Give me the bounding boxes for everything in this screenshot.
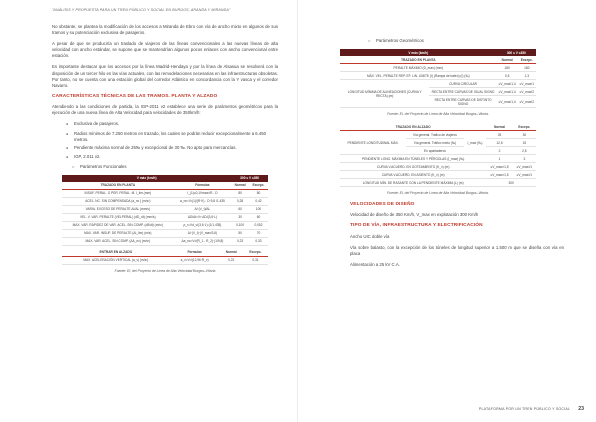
table-cell: 0,052 [249, 221, 268, 229]
table-cell: ≥V_max²/1 [513, 171, 536, 179]
paragraph: Es importante destacar que los accesos por la línea Madrid-Hendaya y por la línea de Alsasua se resolverá con la disposición de un tercer hilo en las vías actuales, con las remodelaciones necesarias en las infraestructuras obsoletas. Por tanto, no se cuenta con una estación global del corredor Atlántico en concordancia con la Y vasca y el corredor Navarro. [52, 64, 278, 88]
column-header: ENTRAR EN ALZADO [62, 249, 170, 257]
table-cell: 25 [486, 131, 512, 139]
table-cell: CURVA CIRCULAR [429, 80, 496, 88]
table-cell: 30 [231, 213, 249, 221]
table-cell: MAX. VAR. ACEL. SIN COMP. (ΔA_nc) (m/s³) [62, 237, 174, 245]
column-header: Excepc. [249, 182, 268, 190]
table-row [62, 256, 268, 264]
table-cell: 2 [486, 147, 512, 155]
column-header: Normal [220, 249, 243, 257]
table-cell: CURVA V.ACUERD. EN ASIENTO (K_v) (m) [340, 171, 486, 179]
table-cell: 0,5 [497, 72, 518, 80]
table-cell: I_(1)≤0,1Vmax²/R - D [174, 189, 232, 197]
table-cell: ≥V_max²/1 [513, 163, 536, 171]
table-cell: 0,42 [249, 197, 268, 205]
table-cell: VEL. V. VAR. PERALTE (VELPERAL) (dD_dt) (mm/s) [62, 213, 174, 221]
table-cell: 1,3 [518, 72, 536, 80]
sub-heading: ○ Parámetros Geométricos [368, 38, 564, 44]
table-cell: 12,5 [486, 139, 512, 147]
bullet-list [66, 121, 278, 127]
table-row [62, 189, 268, 197]
page-number: 23 [578, 406, 584, 412]
table-cell: I_max (‰) [464, 131, 487, 155]
table-cell: ≥V_max/2 [518, 96, 536, 108]
table-cell: 80 [249, 189, 268, 197]
paragraph: Vía sobre balasto, con la excepción de los túneles de longitud superior a 1.500 m que se diseña con vía en placa [350, 244, 564, 256]
list-item: ● Radios mínimos de 7.250 metros en trazado, los cuales se podrán reducir excepcionalmente a 6.450 metros. [66, 131, 278, 143]
table-cell: 60 [231, 205, 249, 213]
table-cell: ρ_r=Vd_v/(3,6·L)·(1/1.435) [174, 221, 232, 229]
table-column-row [340, 123, 536, 131]
sub-heading: ○ Parámetros Funcionales [72, 164, 278, 170]
paragraph: Ancho UIC doble vía [350, 233, 390, 239]
table-cell: 0,23 [231, 237, 249, 245]
table-cell: 100 [249, 205, 268, 213]
table-header-cell: 300 ≤ V ≤350 [231, 175, 268, 182]
table-cell: 180 [497, 64, 518, 72]
table-row [62, 213, 268, 221]
table-row [62, 205, 268, 213]
column-header: TRAZADO EN PLANTA [62, 182, 174, 190]
list-item: ● Pendiente máxima normal de 25‰ y excepcional de 30 ‰. No apto para mercancías. [66, 145, 278, 151]
table-cell: LONGITUD MÍNIMA DE ALINEACIONES (CURVA Y RECTA) (m) [340, 80, 429, 108]
column-header: Normal [231, 182, 249, 190]
page-footer [479, 406, 584, 412]
right-page [298, 0, 596, 422]
table-cell: 300 [486, 179, 536, 187]
column-header: Normal [497, 56, 518, 64]
table-cell: 70 [249, 229, 268, 237]
running-header: "ANÁLISIS Y PROPUESTA PARA UN TREN PÚBLICO Y SOCIAL EN BURGOS, ARANDA Y MIRANDA" [52, 8, 231, 12]
geometric-params-table [340, 49, 536, 117]
table-cell: 180 [518, 64, 536, 72]
section-title: TIPO DE VÍA, INFRAESTRUCTURA Y ELECTRIFICACIÓN [350, 223, 483, 229]
table-row [340, 163, 536, 171]
table-cell: 0,31 [243, 256, 268, 264]
table-header-row [62, 175, 268, 182]
table-column-row [62, 182, 268, 190]
table-cell: ≥V_max/1,4 [498, 81, 516, 86]
list-item: ● IGP, 2.011 v2. [66, 154, 278, 160]
table-cell: a_nc=V²(1)/(R·K) - D·9,8 /1.435 [174, 197, 232, 205]
vertical-alignment-table [340, 123, 536, 196]
right-column [312, 38, 564, 273]
table-cell: ΔI·(V_t)/ΔL [174, 205, 232, 213]
table-row [340, 131, 536, 139]
table-cell: 80 [231, 189, 249, 197]
table-cell: Vía general. Tráfico de viajeros [406, 131, 463, 139]
table-cell: PENDIENTE LONG. MÁXIMA EN TÚNELES Y PÉRGOLAS (I_max) (‰) [340, 155, 486, 163]
table-cell: 2,5 [513, 147, 536, 155]
table-cell: 0,22 [220, 256, 243, 264]
table-cell: CURVA V.ACUERD. EN GOTEAMIENTO (K_v) (m) [340, 163, 486, 171]
paragraph: Velocidad de diseño de 350 Km/h, V_max en explotación 300 Km/h [350, 212, 479, 218]
footer-label: PLATAFORMA POR UN TREN PÚBLICO Y SOCIAL [478, 407, 571, 411]
table-cell: ΔD/Δt=V²·ΔD/(3,6·L) [174, 213, 232, 221]
table-cell: En apartaderos [406, 147, 463, 155]
table-cell: ≥V_max/1,4 [497, 96, 518, 108]
table-cell: ≥V_max/1,4 [498, 89, 516, 94]
paragraph: A pesar de que se produciría un traslado de viajeros de las líneas convencionales a las nuevas líneas de alta velocidad con ancho estándar, se supone que se mantendrían algunos pocos enlaces con ancho convencional entre estación. [52, 41, 278, 59]
column-header: TRAZADO EN PLANTA [340, 56, 497, 64]
table-row [62, 197, 268, 205]
left-column [52, 24, 278, 280]
table-cell: ≥V_max²/1,5 [486, 171, 512, 179]
table-header-cell: 300 ≤ V ≤350 [497, 49, 536, 56]
column-header: Fórmulas [174, 182, 232, 190]
table-cell: RECTA ENTRE CURVAS DE IGUAL SIGNO [429, 88, 496, 96]
table-cell: 0,28 [231, 197, 249, 205]
table-cell: 50 [231, 229, 249, 237]
paragraph: No obstante, se plantea la modificación de los accesos a Miranda de Ebro con vía de ancho mixto en algunos de sus tramos y su potenciación exclusiva de pasajeros. [52, 24, 278, 36]
table-caption: Fuente: EI, del Proyecto de Línea de Alta Velocidad Burgos–Vitoria [114, 268, 216, 273]
table-cell: PENDIENTE LONGITUDINAL MÁX. [340, 131, 406, 155]
table-row [340, 80, 536, 88]
column-header: Fórmulas [170, 249, 220, 257]
table-cell: VARIA. EXCESO DE PERALTE ΔI/ΔL (mm/s) [62, 205, 174, 213]
column-header: Excepc. [513, 123, 536, 131]
table-cell: ≥V_max/2 [518, 88, 536, 96]
table-cell: 30 [513, 131, 536, 139]
table-cell: 1 [486, 155, 512, 163]
table-row [340, 72, 536, 80]
table-row [340, 64, 536, 72]
table-cell: 0,33 [249, 237, 268, 245]
table-header-row [340, 49, 536, 56]
table-cell: 3 [513, 155, 536, 163]
table-header-cell: V máx (km/h) [62, 175, 231, 182]
paragraph: Alimentación a 25 kV C.A. [350, 261, 400, 267]
table-cell: MAX. VAR. INSUF. DE PERALTE (ΔI_lim) (m/s) [62, 229, 174, 237]
list-item: ● Exclusiva de pasajeros. [66, 121, 278, 127]
paragraph: Atendiendo a las condiciones de partida, la IGP-2011 v2 establece una serie de parámetros geométricos para la ejecución de una nueva línea de Alta Velocidad para velocidades de 350km/h: [52, 103, 278, 116]
column-header: Normal [486, 123, 512, 131]
table-cell: ≥V_max/1 [518, 80, 536, 88]
table-header-cell: V máx (km/h) [340, 49, 497, 56]
table-row [340, 171, 536, 179]
design-notes [350, 202, 564, 268]
table-row [62, 221, 268, 229]
table-column-row [340, 56, 536, 64]
table-caption: Fuente: EI, del Proyecto de Línea de Alta Velocidad Burgos–Vitoria. [387, 191, 489, 196]
table-cell: 15 [513, 139, 536, 147]
table-cell: LONGITUD MÍN. DE RASANTE CON LA PENDIENTE MÁXIMA (L) (m) [340, 179, 486, 187]
table-row [340, 155, 536, 163]
section-title: CARACTERÍSTICAS TÉCNICAS DE LAS TRAMOS. PLANTA Y ALZADO [52, 93, 218, 99]
table-cell: MAX. VAR. RÁPIDEZ DE VAR. ACEL. SIN COMP. (dδ/dt) (m/s³) [62, 221, 174, 229]
table-row [62, 229, 268, 237]
table-cell: MAX. ACELERACIÓN VERTICAL (a_v) (m/s²) [62, 256, 170, 264]
section-title: VELOCIDADES DE DISEÑO [350, 202, 415, 208]
table-row [62, 237, 268, 245]
table-cell: Δa_nc=V²/(R_1 - R_2)·(1/9,8) [174, 237, 232, 245]
table-column-row [62, 249, 268, 257]
table-cell: a_v=V²/(12,96·R_v) [170, 256, 220, 264]
table-cell: 0,100 [231, 221, 249, 229]
column-header: Excepc. [243, 249, 268, 257]
table-cell: Vía general. Tráfico mixto (‰) [406, 139, 463, 147]
table-cell: PERALTE MÁXIMO (D_max) (mm) [340, 64, 497, 72]
column-header: TRAZADO EN ALZADO [340, 123, 486, 131]
table-cell: 60 [249, 213, 268, 221]
functional-params-table [62, 175, 268, 274]
table-row [340, 179, 536, 187]
table-cell: INSUF. PERAL. O PER. PERAL. M. I_lim (mm) [62, 189, 174, 197]
bullet-list [66, 131, 278, 159]
column-header: Excepc. [518, 56, 536, 64]
table-cell: ≥V_max²/1,5 [486, 163, 512, 171]
table-cell: RECTA ENTRE CURVAS DE DISTINTO SIGNO [429, 96, 496, 108]
table-cell: ΔI·(V_t)·(V_max/3,6) [174, 229, 232, 237]
table-cell: ACEL. NC. SIN COMPENSADA (a_nc ) (m/s²) [62, 197, 174, 205]
table-cell: MÁX. VEL. PERALTE REP. EF. LIN. LÍMITE (I) (Rampa de bateo) (I) (‰) [340, 72, 497, 80]
table-caption: Fuente: EI, del Proyecto de Línea de Alta Velocidad Burgos–Vitoria. [387, 112, 489, 117]
